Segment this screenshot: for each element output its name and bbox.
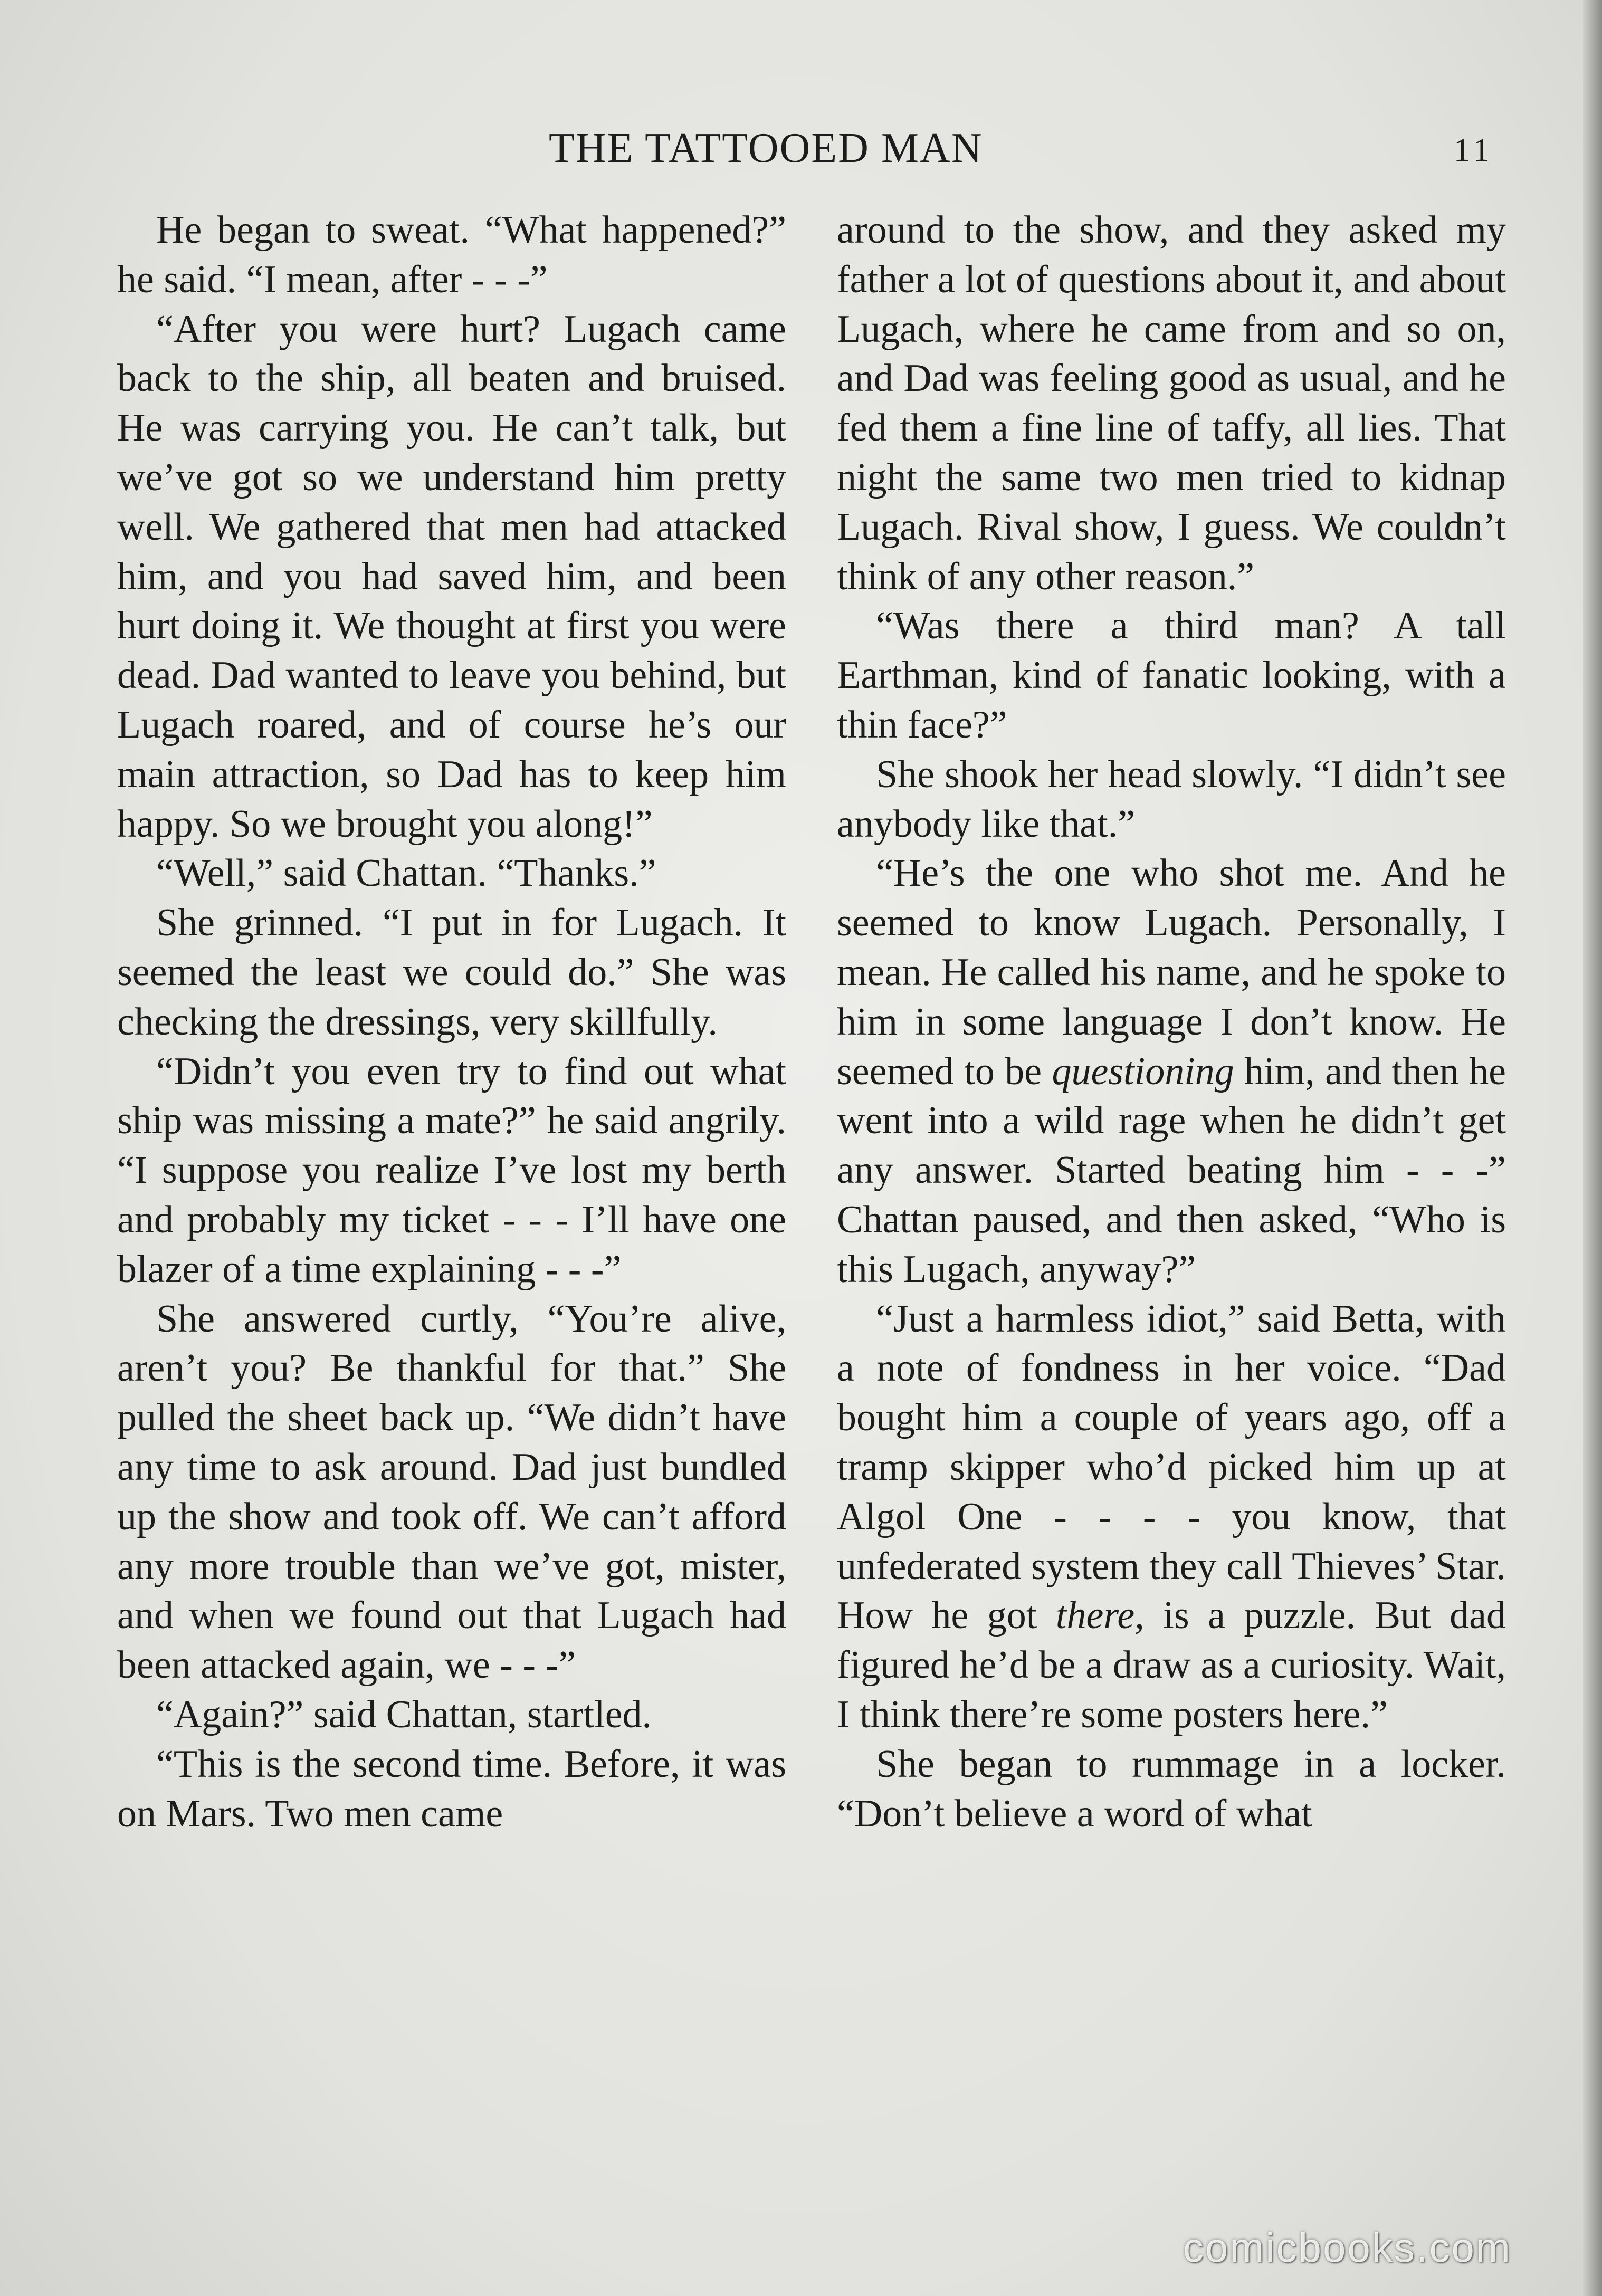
running-head: THE TATTOOED MAN	[549, 125, 983, 171]
paragraph: “After you were hurt? Lugach came back to the ship, all beaten and bruised. He was carrying you. He can’t talk, but we’ve got so we understand him pretty well. We gathered that men had attacked him, and you had saved him, and been hurt doing it. We thought at first you were dead. Dad wanted to leave you behind, but Lugach roared, and of course he’s our main attraction, so Dad has to keep him happy. So we brought you along!”	[117, 307, 786, 846]
watermark: comicbooks.com	[1183, 2224, 1512, 2271]
paragraph	[837, 849, 1506, 1294]
paragraph: “Again?” said Chattan, startled.	[156, 1692, 652, 1736]
page-number: 11	[1454, 132, 1494, 168]
text-run: “He’s the one who shot me. And he seemed to know Lugach. Personally, I mean. He called his name, and he spoke to him in some language I don’t know. He seemed to be	[837, 852, 1506, 1093]
italic-word: questioning	[1052, 1049, 1234, 1093]
paragraph: She grinned. “I put in for Lugach. It seemed the least we could do.” She was checking the dressings, very skillfully.	[117, 901, 786, 1044]
paragraph: “Was there a third man? A tall Earthman, kind of fanatic looking, with a thin face?”	[837, 604, 1506, 747]
text-run: “Just a harmless idiot,” said Betta, with a note of fondness in her voice. “Dad bought him a couple of years ago, off a tramp skipper who’d picked him up at Algol One - - - - you know, that unfederated system they call Thieves’ Star. How he got	[837, 1297, 1506, 1638]
text-run: him, and then he went into a wild rage when he didn’t get any answer. Started beating him - - -” Chattan paused, and then asked, “Who is this Lugach, anyway?”	[837, 1049, 1506, 1291]
italic-word: there,	[1055, 1594, 1145, 1638]
paragraph-continued: around to the show, and they asked my father a lot of questions about it, and about Lugach, where he came from and so on, and Dad was feeling good as usual, and he fed them a fine line of taffy, all lies. That night the same two men tried to kidnap Lugach. Rival show, I guess. We couldn’t think of any other reason.”	[837, 208, 1506, 598]
paragraph: “Didn’t you even try to find out what ship was missing a mate?” he said angrily. “I suppose you realize I’ve lost my berth and probably my ticket - - - I’ll have one blazer of a time explaining - - -”	[117, 1049, 786, 1291]
right-column	[837, 206, 1506, 1839]
paragraph: “This is the second time. Before, it was on Mars. Two men came	[117, 1742, 786, 1835]
left-column	[117, 206, 786, 1839]
paragraph	[837, 1295, 1506, 1740]
paragraph: She answered curtly, “You’re alive, aren’t you? Be thankful for that.” She pulled the sheet back up. “We didn’t have any time to ask around. Dad just bundled up the show and took off. We can’t afford any more trouble than we’ve got, mister, and when we found out that Lugach had been attacked again, we - - -”	[117, 1297, 786, 1687]
page-binding-edge	[1583, 0, 1602, 2296]
paragraph: “Well,” said Chattan. “Thanks.”	[156, 852, 656, 895]
text-run: is a puzzle. But dad figured he’d be a draw as a curiosity. Wait, I think there’re some posters here.”	[837, 1594, 1506, 1736]
paragraph: She shook her head slowly. “I didn’t see anybody like that.”	[837, 752, 1506, 846]
paragraph: He began to sweat. “What happened?” he said. “I mean, after - - -”	[117, 208, 786, 301]
paragraph: She began to rummage in a locker. “Don’t believe a word of what	[837, 1742, 1506, 1835]
